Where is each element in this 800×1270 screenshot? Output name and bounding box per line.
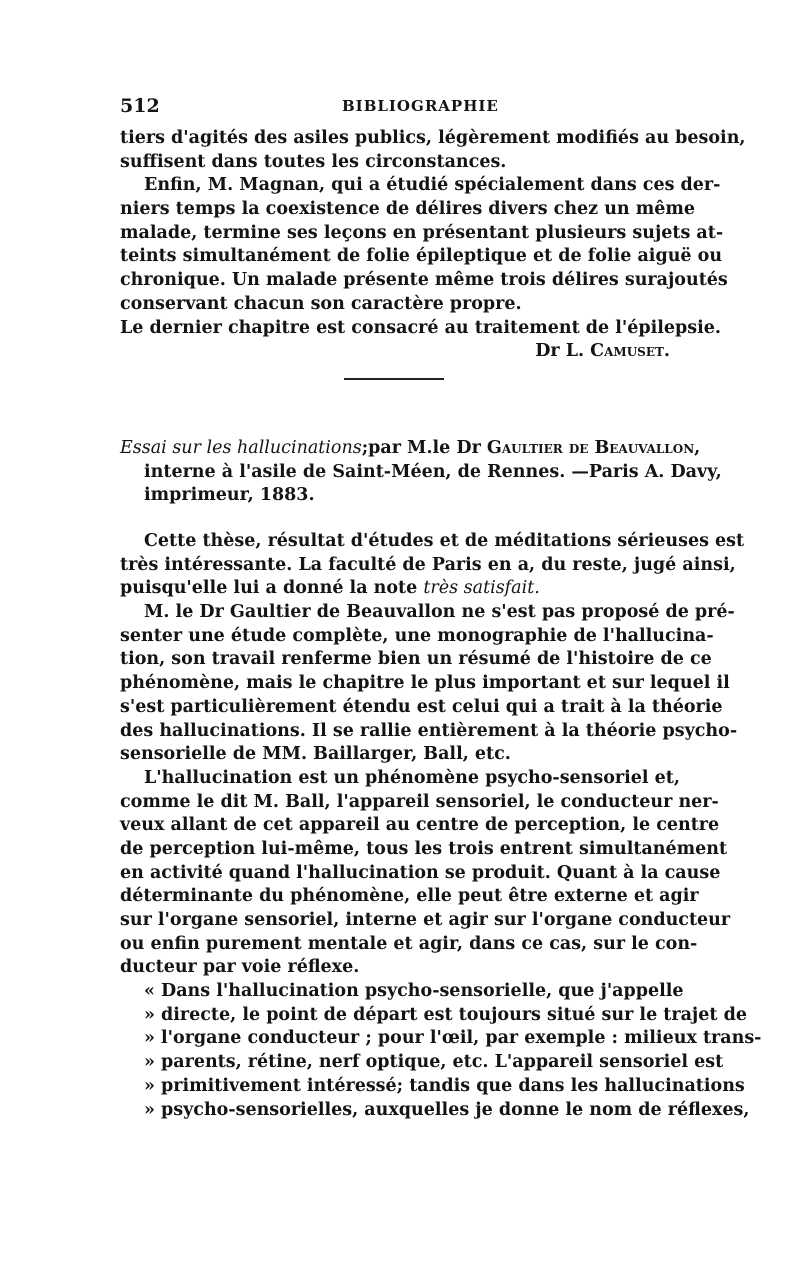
text-line: teints simultanément de folie épileptique et de folie aiguë ou <box>120 246 723 267</box>
review-2-heading <box>120 437 722 508</box>
text-line: ou enfin purement mentale et agir, dans ce cas, sur le con- <box>120 933 698 954</box>
quote-line: « Dans l'hallucination psycho-sensorielle, que j'appelle <box>144 981 684 1002</box>
text-line: phénomène, mais le chapitre le plus important et sur lequel il <box>120 673 730 694</box>
quote-line: » parents, rétine, nerf optique, etc. L'appareil sensoriel est <box>144 1052 724 1073</box>
text-line: comme le dit M. Ball, l'appareil sensoriel, le conducteur ner- <box>120 791 719 812</box>
heading-par: ;par M.le Dr <box>361 438 487 458</box>
text-line: veux allant de cet appareil au centre de perception, le centre <box>120 815 720 836</box>
text-line: tion, son travail renferme bien un résumé de l'histoire de ce <box>120 649 712 670</box>
text-line: en activité quand l'hallucination se produit. Quant à la cause <box>120 862 721 883</box>
signature-name: L. Camuset. <box>565 341 670 362</box>
signature <box>120 340 676 364</box>
text-line: très intéressante. La faculté de Paris en a, du reste, jugé ainsi, <box>120 554 736 575</box>
text-line: M. le Dr Gaultier de Beauvallon ne s'est pas proposé de pré- <box>144 602 735 623</box>
author-name: Gaultier de Beauvallon, <box>486 438 701 458</box>
text-line: niers temps la coexistence de délires divers chez un même <box>120 199 696 220</box>
text-line: des hallucinations. Il se rallie entièrement à la théorie psycho- <box>120 720 738 741</box>
text-line: malade, termine ses leçons en présentant plusieurs sujets at- <box>120 222 724 243</box>
text-line: suffisent dans toutes les circonstances. <box>120 151 507 172</box>
text-line: s'est particulièrement étendu est celui qui a trait à la théorie <box>120 696 723 717</box>
text-line: Le dernier chapitre est consacré au traitement de l'épilepsie. <box>120 317 722 338</box>
text-line: déterminante du phénomène, elle peut être externe et agir <box>120 886 699 907</box>
page-header <box>120 95 680 119</box>
text-line: ducteur par voie réflexe. <box>120 957 360 978</box>
book-title: Essai sur les hallucinations <box>120 438 362 458</box>
text-line: tiers d'agités des asiles publics, légèrement modifiés au besoin, <box>120 128 746 148</box>
review-1 <box>120 127 746 364</box>
text-line: senter une étude complète, une monographie de l'hallucina- <box>120 625 714 646</box>
text-line: Cette thèse, résultat d'études et de méditations sérieuses est <box>144 531 745 551</box>
review-2-body <box>120 530 762 1122</box>
quote-line: » primitivement intéressé; tandis que dans les hallucinations <box>144 1075 745 1096</box>
heading-line <box>120 437 701 461</box>
text-line: chronique. Un malade présente même trois délires surajoutés <box>120 270 728 291</box>
text-line: de perception lui-même, tous les trois entrent simultanément <box>120 838 728 859</box>
page-number: 512 <box>120 95 160 117</box>
text-line: Enfin, M. Magnan, qui a étudié spécialement dans ces der- <box>144 175 721 196</box>
quote-line: » psycho-sensorielles, auxquelles je donne le nom de réflexes, <box>144 1099 750 1120</box>
section-divider <box>344 378 444 380</box>
text-line: conservant chacun son caractère propre. <box>120 293 522 314</box>
text-line <box>120 577 676 601</box>
text-line: sensorielle de MM. Baillarger, Ball, etc. <box>120 744 511 765</box>
text-line: L'hallucination est un phénomène psycho-sensoriel et, <box>144 767 680 788</box>
quote-line: » directe, le point de départ est toujours situé sur le trajet de <box>144 1004 747 1025</box>
grade-note: très satisfait. <box>423 578 540 599</box>
running-head: BIBLIOGRAPHIE <box>342 97 499 115</box>
heading-line: imprimeur, 1883. <box>144 485 315 506</box>
signature-title: Dr <box>535 341 560 362</box>
text-fragment: puisqu'elle lui a donné la note <box>120 578 424 599</box>
quote-line: » l'organe conducteur ; pour l'œil, par exemple : milieux trans- <box>144 1028 762 1049</box>
heading-line: interne à l'asile de Saint-Méen, de Rennes. —Paris A. Davy, <box>144 461 722 482</box>
text-line: sur l'organe sensoriel, interne et agir sur l'organe conducteur <box>120 910 731 930</box>
